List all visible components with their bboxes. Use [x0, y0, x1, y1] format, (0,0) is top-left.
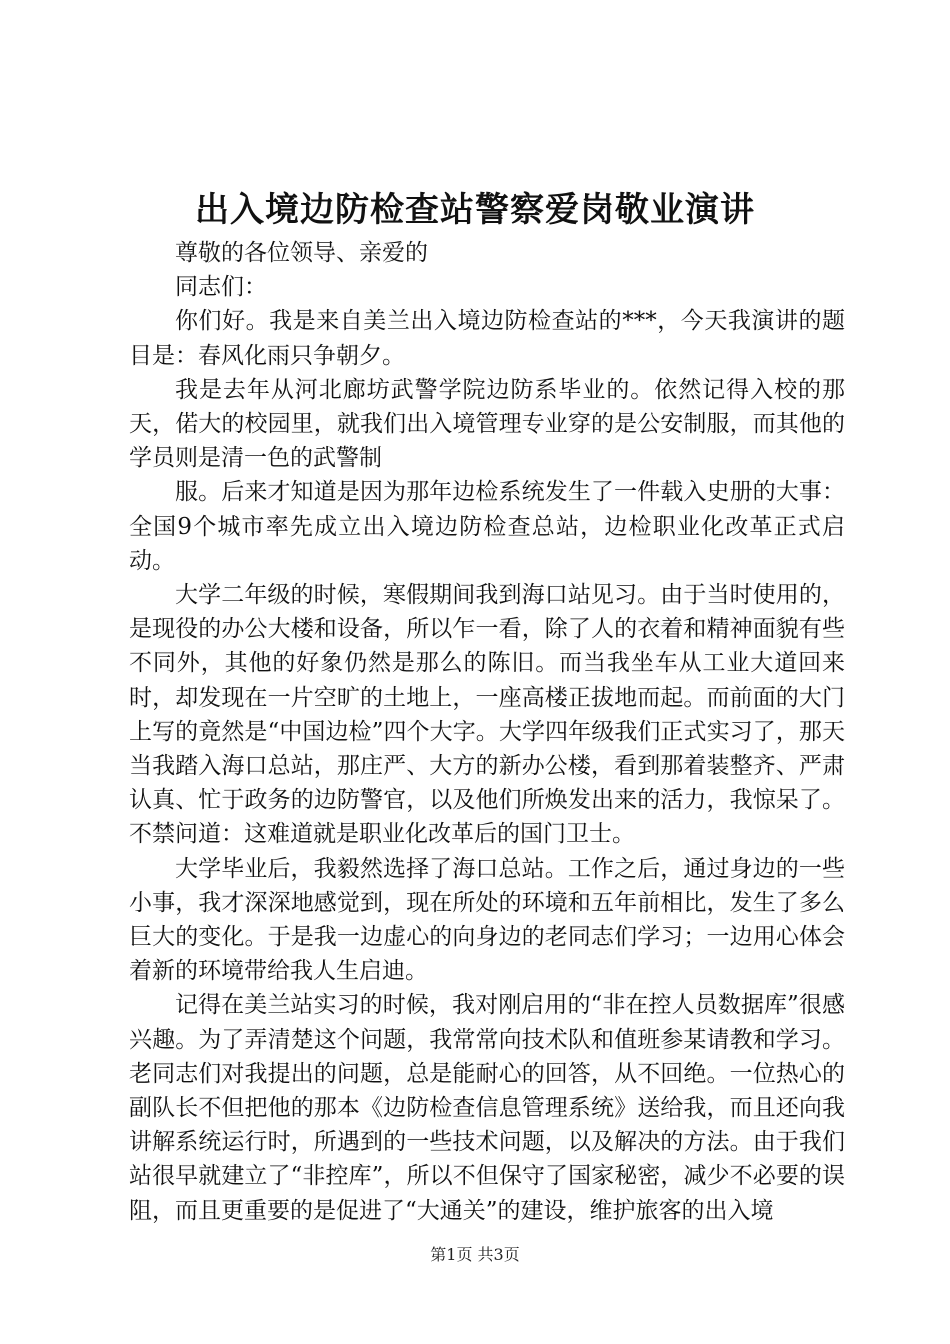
page-number-footer: 第1页 共3页: [430, 1245, 520, 1264]
paragraph-salutation-1: 尊敬的各位领导、亲爱的: [175, 240, 428, 266]
document-body: [129, 236, 845, 1228]
paragraph-reform: 服。后来才知道是因为那年边检系统发生了一件载入史册的大事：全国9个城市率先成立出入境边防检查总站，边检职业化改革正式启动。: [129, 479, 845, 574]
paragraph-greeting: 你们好。我是来自美兰出入境边防检查站的***，今天我演讲的题目是：春风化雨只争朝夕。: [129, 308, 845, 369]
paragraph-career-choice: 大学毕业后，我毅然选择了海口总站。工作之后，通过身边的一些小事，我才深深地感觉到，现在所处的环境和五年前相比，发生了多么巨大的变化。于是我一边虚心的向身边的老同志们学习；一边用心体会着新的环境带给我人生启迪。: [129, 855, 845, 985]
paragraph-salutation-2: 同志们：: [175, 274, 267, 301]
paragraph-internship: 大学二年级的时候，寒假期间我到海口站见习。由于当时使用的，是现役的办公大楼和设备，所以乍一看，除了人的衣着和精神面貌有些不同外，其他的好象仍然是那么的陈旧。而当我坐车从工业大道回来时，却发现在一片空旷的土地上，一座高楼正拔地而起。而前面的大门上写的竟然是“中国边检”四个大字。大学四年级我们正式实习了，那天当我踏入海口总站，那庄严、大方的新办公楼，看到那着装整齐、严肃认真、忙于政务的边防警官，以及他们所焕发出来的活力，我惊呆了。不禁问道：这难道就是职业化改革后的国门卫士。: [129, 582, 845, 848]
paragraph-database: 记得在美兰站实习的时候，我对刚启用的“非在控人员数据库”很感兴趣。为了弄清楚这个问题，我常常向技术队和值班参某请教和学习。老同志们对我提出的问题，总是能耐心的回答，从不回绝。一位热心的副队长不但把他的那本《边防检查信息管理系统》送给我，而且还向我讲解系统运行时，所遇到的一些技术问题，以及解决的方法。由于我们站很早就建立了“非控库”，所以不但保守了国家秘密，减少不必要的误阻，而且更重要的是促进了“大通关”的建设，维护旅客的出入境: [129, 992, 845, 1224]
paragraph-graduation: 我是去年从河北廊坊武警学院边防系毕业的。依然记得入校的那天，偌大的校园里，就我们出入境管理专业穿的是公安制服，而其他的学员则是清一色的武警制: [129, 376, 845, 472]
document-title: 出入境边防检查站警察爱岗敬业演讲: [195, 190, 755, 230]
